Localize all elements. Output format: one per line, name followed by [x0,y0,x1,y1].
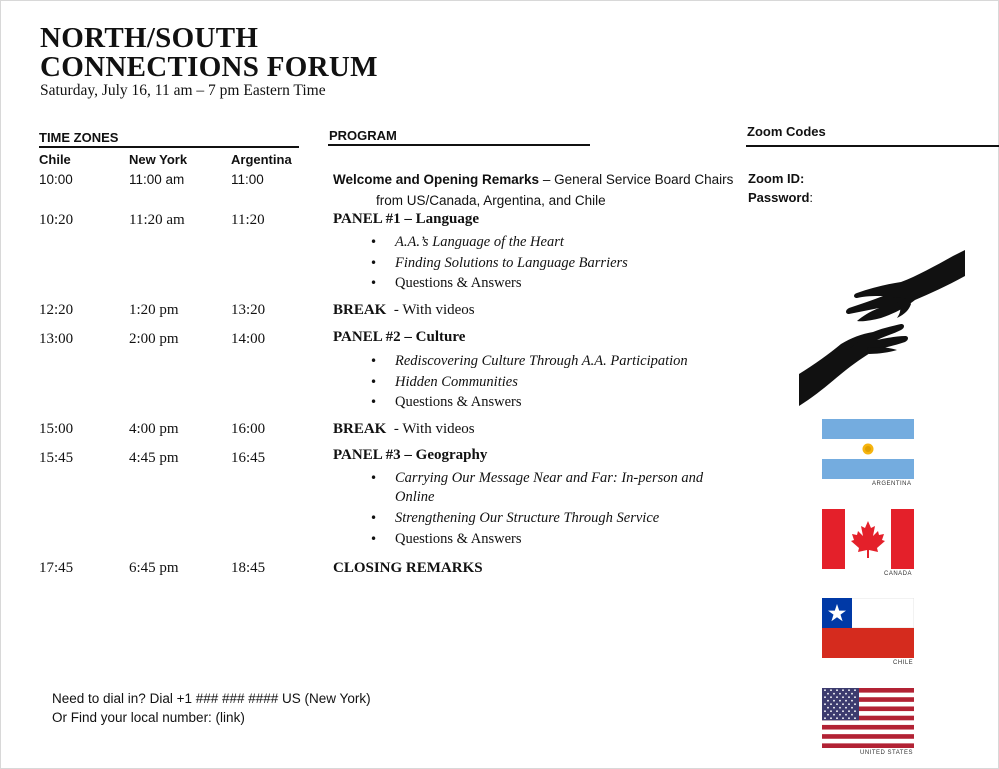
time-chile: 15:00 [39,421,74,437]
usa-flag-star [824,703,826,705]
list-item: • Strengthening Our Structure Through Service [370,508,703,529]
time-chile: 13:00 [39,331,74,347]
event-date: Saturday, July 16, 11 am – 7 pm Eastern Time [40,82,326,99]
usa-flag-star [848,689,850,691]
usa-flag-stripe [822,725,914,730]
break-label: BREAK [333,302,387,318]
zoom-id-label: Zoom ID: [748,171,805,186]
time-argentina: 14:00 [231,331,266,347]
time-ny: 1:20 pm [129,302,179,318]
list-item [370,469,703,508]
argentina-flag-label: ARGENTINA [872,481,912,487]
usa-flag [822,688,914,748]
time-zones-heading: TIME ZONES [39,130,119,145]
usa-flag-star [842,717,844,719]
usa-flag-star [830,696,832,698]
time-ny: 2:00 pm [129,331,179,347]
usa-flag-star [827,693,829,695]
list-item: • Hidden Communities [370,372,688,393]
break-label: BREAK [333,421,387,437]
usa-flag-star [839,693,841,695]
welcome-detail: – General Service Board Chairs [539,172,734,187]
usa-flag-star [845,707,847,709]
usa-flag-star [824,696,826,698]
time-chile: 12:20 [39,302,74,318]
dial-in-info [52,689,371,727]
zoom-password [748,190,813,205]
usa-flag-star [830,689,832,691]
argentina-flag [822,419,914,479]
time-argentina: 18:45 [231,560,266,576]
usa-flag-star [827,707,829,709]
usa-flag-star [854,703,856,705]
usa-flag-star [848,710,850,712]
panel-1-list [370,232,628,294]
chile-flag-icon [822,598,914,658]
usa-flag-star [830,703,832,705]
usa-flag-star [839,700,841,702]
usa-flag-star [854,696,856,698]
time-ny: 11:20 am [129,212,185,228]
usa-flag-star [848,717,850,719]
local-number-line[interactable]: Or Find your local number: (link) [52,710,245,725]
page-title: NORTH/SOUTH CONNECTIONS FORUM [40,22,378,83]
usa-flag-star [848,703,850,705]
col-new-york: New York [129,152,188,167]
usa-flag-star [833,693,835,695]
zoom-password-label: Password [748,190,810,205]
canada-flag-icon [822,509,914,569]
usa-flag-star [830,710,832,712]
usa-flag-star [833,714,835,716]
usa-flag-star [836,717,838,719]
usa-flag-star [851,700,853,702]
time-ny: 6:45 pm [129,560,179,576]
usa-flag-star [854,689,856,691]
usa-flag-star [851,707,853,709]
usa-flag-star [830,717,832,719]
time-chile: 10:20 [39,212,74,228]
dial-in-line: Need to dial in? Dial +1 ### ### #### US (New York) [52,691,371,706]
time-argentina: 16:00 [231,421,266,437]
list-item: • Rediscovering Culture Through A.A. Participation [370,351,688,372]
panel-3-title: PANEL #3 – Geography [333,447,488,463]
usa-flag-label: UNITED STATES [860,750,913,756]
usa-flag-star [824,689,826,691]
time-ny: 11:00 am [129,172,185,187]
break-2 [333,421,475,438]
usa-flag-star [824,717,826,719]
time-argentina: 11:20 [231,212,265,228]
argentina-flag-icon [822,419,914,479]
welcome-line [333,172,733,187]
usa-flag-star [851,693,853,695]
usa-flag-star [845,693,847,695]
usa-flag-star [836,710,838,712]
break-detail: - With videos [386,302,475,318]
time-ny: 4:45 pm [129,450,179,466]
usa-flag-star [854,717,856,719]
time-chile: 15:45 [39,450,74,466]
break-1 [333,302,475,319]
chile-flag [822,598,914,658]
usa-flag-star [827,714,829,716]
usa-flag-star [842,689,844,691]
chile-flag-label: CHILE [893,660,914,666]
usa-flag-star [836,696,838,698]
usa-flag-star [839,707,841,709]
panel-1-title: PANEL #1 – Language [333,211,479,227]
canada-flag-label: CANADA [884,571,913,577]
list-item: • Questions & Answers [370,529,703,550]
time-argentina: 16:45 [231,450,266,466]
welcome-title: Welcome and Opening Remarks [333,172,540,187]
closing-remarks: CLOSING REMARKS [333,560,483,576]
zoom-heading: Zoom Codes [747,124,826,139]
zoom-rule [746,145,999,147]
usa-flag-star [836,703,838,705]
usa-flag-star [836,689,838,691]
usa-flag-star [833,707,835,709]
usa-flag-star [845,700,847,702]
canada-flag [822,509,914,569]
usa-flag-star [827,700,829,702]
usa-flag-star [842,710,844,712]
usa-flag-star [833,700,835,702]
time-zones-rule [39,146,299,148]
program-heading: PROGRAM [329,128,397,143]
reaching-hands-icon [797,248,967,408]
usa-flag-star [824,710,826,712]
list-item: • Questions & Answers [370,392,688,413]
usa-flag-star [851,714,853,716]
list-item-line: Online [395,488,435,505]
time-argentina: 11:00 [231,172,264,187]
usa-flag-star [854,710,856,712]
usa-flag-star [839,714,841,716]
panel-2-title: PANEL #2 – Culture [333,329,466,345]
list-item: • Questions & Answers [370,273,628,294]
zoom-password-colon: : [809,190,814,205]
list-item: • A.A.’s Language of the Heart [370,232,628,253]
col-argentina: Argentina [231,152,292,167]
usa-flag-star [842,696,844,698]
welcome-line-2: from US/Canada, Argentina, and Chile [376,193,606,208]
usa-flag-icon [822,688,914,748]
panel-3-list [370,469,703,549]
col-chile: Chile [39,152,71,167]
time-chile: 17:45 [39,560,74,576]
usa-flag-stripe [822,743,914,748]
usa-flag-stripe [822,734,914,739]
usa-flag-star [842,703,844,705]
usa-flag-star [848,696,850,698]
usa-flag-star [845,714,847,716]
time-ny: 4:00 pm [129,421,179,437]
break-detail: - With videos [386,421,475,437]
time-chile: 10:00 [39,172,73,187]
list-item: • Finding Solutions to Language Barriers [370,253,628,274]
list-item-line: Carrying Our Message Near and Far: In-person and [395,470,704,486]
panel-2-list [370,351,688,413]
time-argentina: 13:20 [231,302,266,318]
program-rule [328,144,590,146]
